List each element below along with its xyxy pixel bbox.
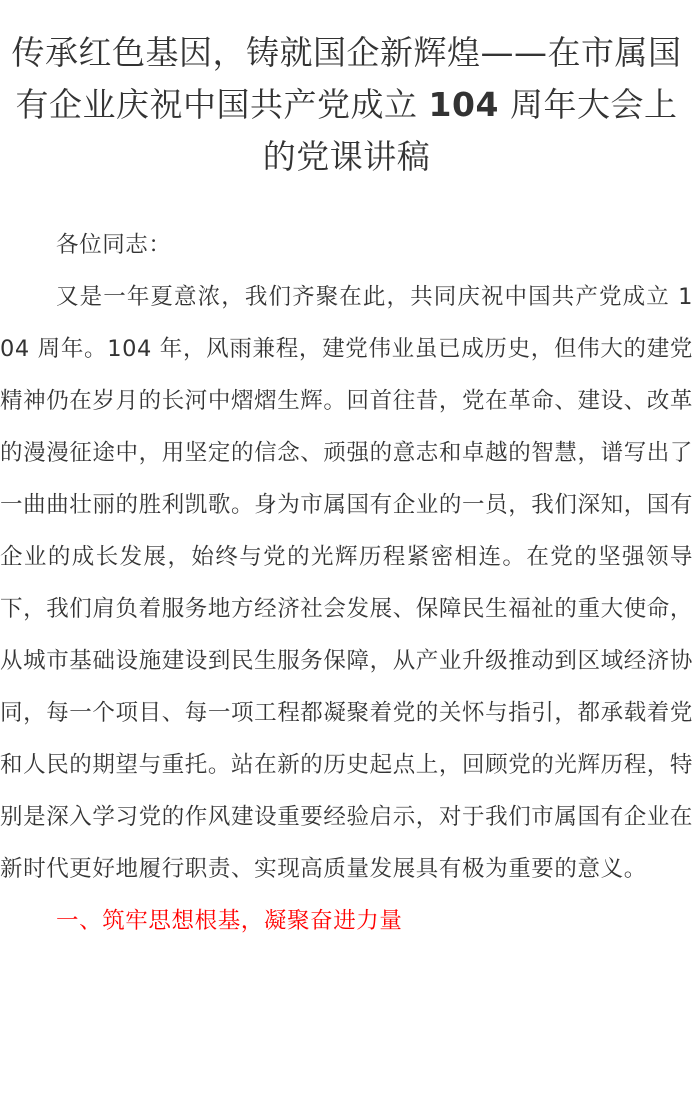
greeting: 各位同志： xyxy=(56,232,172,258)
section-heading-1: 一、筑牢思想根基，凝聚奋进力量 xyxy=(56,908,403,934)
title-text-part1: 传承红色基因，铸就国企新辉煌——在市属国有企业庆祝中国共产党成立 xyxy=(11,33,682,124)
paragraph-1: 又是一年夏意浓，我们齐聚在此，共同庆祝中国共产党成立 104 周年。104 年，风雨兼程，建党伟业虽已成历史，但伟大的建党精神仍在岁月的长河中熠熠生辉。回首往昔，党在革命、建设、改革的漫漫征途中，用坚定的信念、顽强的意志和卓越的智慧，谱写出了一曲曲壮丽的胜利凯歌。身为市属国有企业的一员，我们深知，国有企业的成长发展，始终与党的光辉历程紧密相连。在党的坚强领导下，我们肩负着服务地方经济社会发展、保障民生福祉的重大使命，从城市基础设施建设到民生服务保障，从产业升级推动到区域经济协同，每一个项目、每一项工程都凝聚着党的关怀与指引，都承载着党和人民的期望与重托。站在新的历史起点上，回顾党的光辉历程，特别是深入学习党的作风建设重要经验启示，对于我们市属国有企业在新时代更好地履行职责、实现高质量发展具有极为重要的意义。 xyxy=(0,284,693,882)
document-body xyxy=(0,219,693,947)
title-text-part2: 周年大会上的党课讲稿 xyxy=(262,85,678,176)
title-anniversary-number: 104 xyxy=(428,85,499,124)
document-title xyxy=(0,0,693,183)
